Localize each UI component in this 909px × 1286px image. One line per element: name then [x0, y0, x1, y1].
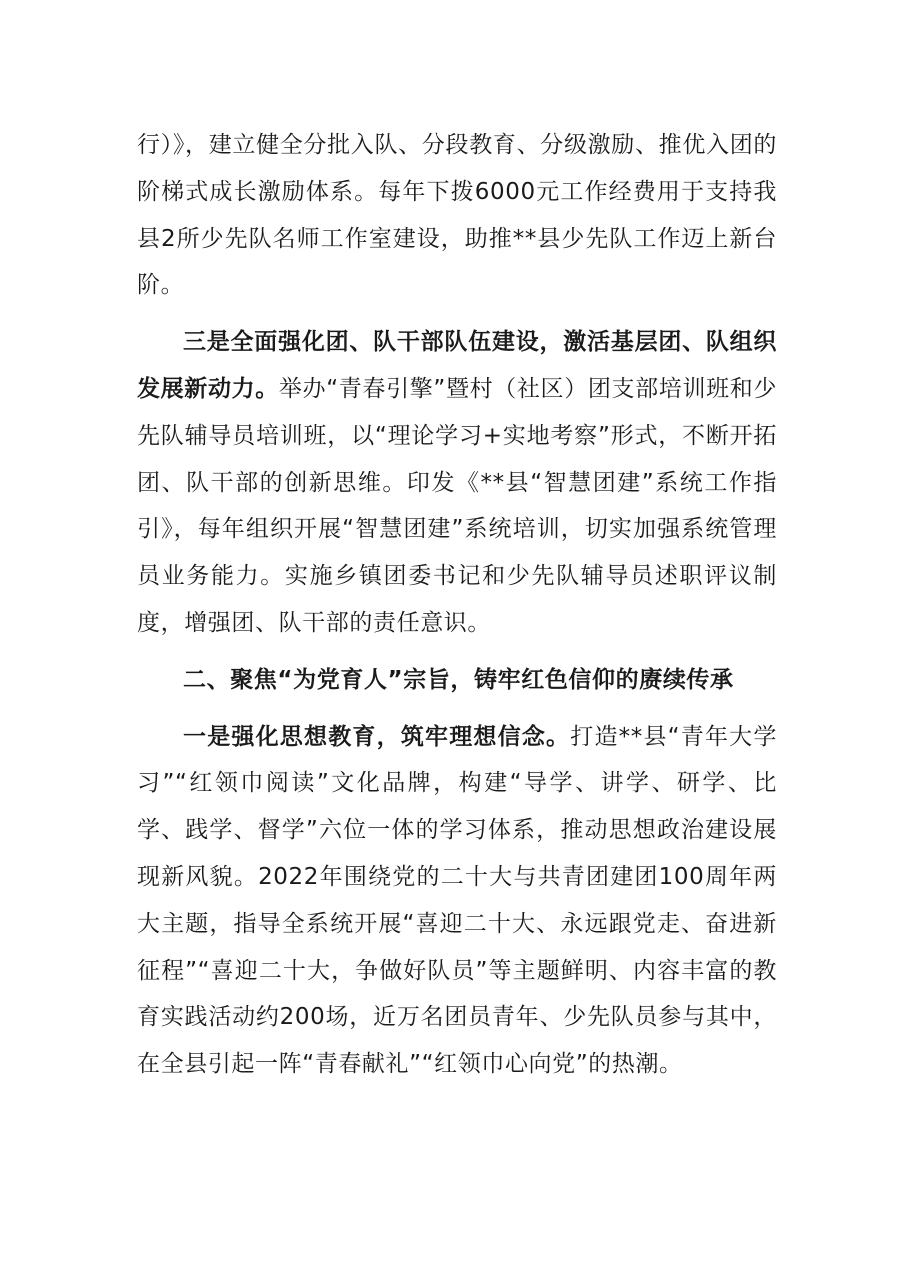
paragraph-text: 行）》，建立健全分批入队、分段教育、分级激励、推优入团的阶梯式成长激励体系。每年下拨6000元工作经费用于支持我县2所少先队名师工作室建设，助推**县少先队工作迈上新台阶。 — [137, 132, 777, 299]
section-heading: 二、聚焦“为党育人”宗旨，铸牢红色信仰的赓续传承 — [183, 666, 734, 693]
paragraph-continued — [137, 122, 777, 309]
document-body — [137, 122, 777, 1088]
paragraph-ideological-education — [137, 714, 777, 1088]
paragraph-cadre-building — [137, 319, 777, 647]
paragraph-text: 打造**县“青年大学习”“红领巾阅读”文化品牌，构建“导学、讲学、研学、比学、践学、督学”六位一体的学习体系，推动思想政治建设展现新风貌。2022年围绕党的二十大与共青团建团100周年两大主题，指导全系统开展“喜迎二十大、永远跟党走、奋进新征程”“喜迎二十大，争做好队员”等主题鲜明、内容丰富的教育实践活动约200场，近万名团员青年、少先队员参与其中，在全县引起一阵“青春献礼”“红领巾心向党”的热潮。 — [137, 723, 777, 1078]
paragraph-text: 举办“青春引擎”暨村（社区）团支部培训班和少先队辅导员培训班，以“理论学习+实地考察”形式，不断开拓团、队干部的创新思维。印发《**县“智慧团建”系统工作指引》，每年组织开展“智慧团建”系统培训，切实加强系统管理员业务能力。实施乡镇团委书记和少先队辅导员述职评议制度，增强团、队干部的责任意识。 — [137, 375, 777, 636]
paragraph-lead: 一是强化思想教育，筑牢理想信念。 — [183, 723, 571, 750]
paragraph-lead: 三是全面强化团、队干部队伍建设，激活基层团、队组织发展新动力。 — [137, 329, 777, 402]
